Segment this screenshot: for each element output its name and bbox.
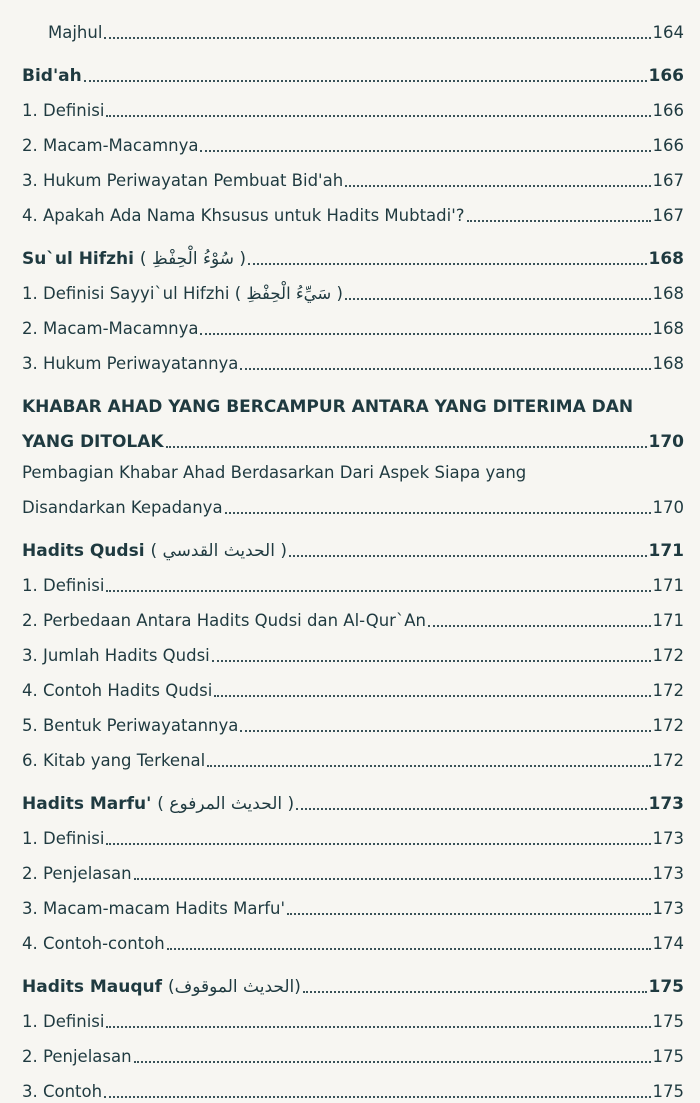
dot-leader: [287, 913, 650, 915]
toc-page-number: 168: [652, 319, 684, 338]
toc-page-number: 173: [648, 794, 684, 814]
dot-leader: [248, 263, 646, 265]
dot-leader: [106, 115, 650, 117]
toc-page-number: 175: [652, 1047, 684, 1066]
toc-page-number: 172: [652, 716, 684, 735]
toc-entry[interactable]: [22, 667, 684, 702]
toc-page-number: 171: [652, 611, 684, 630]
toc-section-title: [22, 793, 294, 815]
toc-section-hadits-marfu[interactable]: [22, 780, 684, 815]
toc-entry[interactable]: [22, 305, 684, 340]
chapter-sub-line-2[interactable]: [22, 484, 684, 519]
toc-section-title: [22, 248, 246, 270]
dot-leader: [289, 555, 647, 557]
arabic-term: ( الحديث القدسي ): [150, 541, 287, 561]
toc-entry[interactable]: [22, 270, 684, 305]
toc-page-number: 168: [652, 284, 684, 303]
toc-section-title-text: Hadits Marfu': [22, 794, 152, 814]
toc-entry[interactable]: [22, 1033, 684, 1068]
dot-leader: [104, 37, 650, 39]
dot-leader: [240, 368, 650, 370]
dot-leader: [200, 150, 650, 152]
toc-page-number: 170: [652, 498, 684, 517]
arabic-term: (الحديث الموقوف): [167, 977, 301, 997]
toc-section-bidah[interactable]: [22, 52, 684, 87]
toc-page-number: 166: [652, 101, 684, 120]
toc-entry-label: 1. Definisi: [22, 576, 105, 595]
dot-leader: [303, 991, 647, 993]
dot-leader: [207, 765, 650, 767]
toc-entry[interactable]: [22, 87, 684, 122]
toc-section-hadits-qudsi[interactable]: [22, 527, 684, 562]
section-gap: [22, 375, 684, 383]
toc-page-number: 174: [652, 934, 684, 953]
dot-leader: [134, 878, 651, 880]
dot-leader: [106, 843, 650, 845]
chapter-title-text: YANG DITOLAK: [22, 432, 164, 452]
toc-entry-label: Disandarkan Kepadanya: [22, 498, 223, 517]
toc-section-title: Bid'ah: [22, 66, 82, 86]
dot-leader: [467, 220, 651, 222]
toc-page-number: 172: [652, 681, 684, 700]
toc-entry-label: 1. Definisi: [22, 1012, 105, 1031]
dot-leader: [106, 590, 650, 592]
toc-entry[interactable]: [22, 1068, 684, 1103]
dot-leader: [296, 808, 646, 810]
section-gap: [22, 227, 684, 235]
dot-leader: [214, 695, 650, 697]
toc-page-number: 175: [648, 977, 684, 997]
dot-leader: [240, 730, 650, 732]
toc-entry[interactable]: [22, 632, 684, 667]
toc-entry[interactable]: [22, 597, 684, 632]
toc-page-number: 166: [652, 136, 684, 155]
dot-leader: [167, 948, 651, 950]
toc-entry-majhul[interactable]: [22, 12, 684, 44]
dot-leader: [134, 1061, 651, 1063]
toc-page-number: 172: [652, 751, 684, 770]
toc-page-number: 164: [652, 23, 684, 42]
toc-page-number: 166: [648, 66, 684, 86]
dot-leader: [212, 660, 651, 662]
toc-entry-label: 2. Penjelasan: [22, 1047, 132, 1066]
toc-entry-label: 2. Perbedaan Antara Hadits Qudsi dan Al-Qur`An: [22, 611, 426, 630]
toc-section-title: [22, 540, 287, 562]
toc-entry-label: 2. Penjelasan: [22, 864, 132, 883]
toc-section-title-text: Hadits Qudsi: [22, 541, 145, 561]
arabic-term: ( سَيِّءُ الْحِفْظِ ): [234, 284, 343, 303]
dot-leader: [428, 625, 651, 627]
toc-entry[interactable]: [22, 920, 684, 955]
toc-page-number: 173: [652, 899, 684, 918]
toc-page-number: 172: [652, 646, 684, 665]
dot-leader: [84, 80, 647, 82]
toc-entry-label: [22, 283, 343, 305]
toc-entry-label: 1. Definisi: [22, 101, 105, 120]
section-gap: [22, 955, 684, 963]
toc-entry-label: 6. Kitab yang Terkenal: [22, 751, 206, 770]
toc-entry-label: 4. Contoh Hadits Qudsi: [22, 681, 213, 700]
toc-entry-label: 3. Macam-macam Hadits Marfu': [22, 899, 286, 918]
toc-entry[interactable]: [22, 122, 684, 157]
dot-leader: [225, 512, 651, 514]
dot-leader: [166, 446, 647, 448]
dot-leader: [345, 298, 651, 300]
toc-entry-label: 2. Macam-Macamnya: [22, 319, 199, 338]
toc-entry[interactable]: [22, 815, 684, 850]
toc-page-number: 173: [652, 864, 684, 883]
toc-page-number: 168: [648, 249, 684, 269]
toc-page-number: 170: [648, 432, 684, 452]
toc-entry[interactable]: [22, 562, 684, 597]
toc-entry[interactable]: [22, 998, 684, 1033]
arabic-term: ( سُوْءُ الْحِفْظِ ): [139, 249, 247, 269]
toc-entry-label: 3. Contoh: [22, 1082, 103, 1101]
section-gap: [22, 772, 684, 780]
chapter-sub-line-1[interactable]: Pembagian Khabar Ahad Berdasarkan Dari Aspek Siapa yang: [22, 463, 527, 482]
toc-page-number: 167: [652, 171, 684, 190]
section-gap: [22, 519, 684, 527]
arabic-term: ( الحديث المرفوع ): [157, 794, 295, 814]
toc-section-suul-hifzhi[interactable]: [22, 235, 684, 270]
toc-entry-label: 3. Jumlah Hadits Qudsi: [22, 646, 210, 665]
toc-entry-text: 1. Definisi Sayyi`ul Hifzhi: [22, 284, 230, 303]
toc-entry[interactable]: [22, 702, 684, 737]
toc-entry-label: 2. Macam-Macamnya: [22, 136, 199, 155]
toc-entry[interactable]: [22, 850, 684, 885]
dot-leader: [200, 333, 650, 335]
chapter-title-line-1[interactable]: KHABAR AHAD YANG BERCAMPUR ANTARA YANG DITERIMA DAN: [22, 397, 634, 417]
toc-entry-label: 4. Contoh-contoh: [22, 934, 165, 953]
toc-section-hadits-mauquf[interactable]: [22, 963, 684, 998]
toc-entry[interactable]: [22, 737, 684, 772]
dot-leader: [104, 1096, 650, 1098]
toc-section-title-text: Hadits Mauquf: [22, 977, 163, 997]
toc-entry-label: 5. Bentuk Periwayatannya: [22, 716, 239, 735]
toc-page-number: 171: [648, 541, 684, 561]
toc-page-number: 168: [652, 354, 684, 373]
toc-section-title-text: Su`ul Hifzhi: [22, 249, 134, 269]
toc-page-number: 173: [652, 829, 684, 848]
toc-page-number: 171: [652, 576, 684, 595]
toc-entry[interactable]: [22, 192, 684, 227]
toc-entry-label: 1. Definisi: [22, 829, 105, 848]
toc-section-title: [22, 976, 301, 998]
toc-entry-label: 4. Apakah Ada Nama Khsusus untuk Hadits Mubtadi'?: [22, 206, 465, 225]
dot-leader: [345, 185, 650, 187]
dot-leader: [106, 1026, 650, 1028]
toc-entry-label: 3. Hukum Periwayatannya: [22, 354, 239, 373]
toc-entry-label: 3. Hukum Periwayatan Pembuat Bid'ah: [22, 171, 344, 190]
toc-entry[interactable]: [22, 157, 684, 192]
toc-entry-label: Majhul: [48, 23, 103, 42]
toc-page-number: 167: [652, 206, 684, 225]
toc-page-number: 175: [652, 1082, 684, 1101]
chapter-title-line-2[interactable]: [22, 418, 684, 453]
toc-entry[interactable]: [22, 340, 684, 375]
toc-page-number: 175: [652, 1012, 684, 1031]
section-gap: [22, 44, 684, 52]
toc-entry[interactable]: [22, 885, 684, 920]
